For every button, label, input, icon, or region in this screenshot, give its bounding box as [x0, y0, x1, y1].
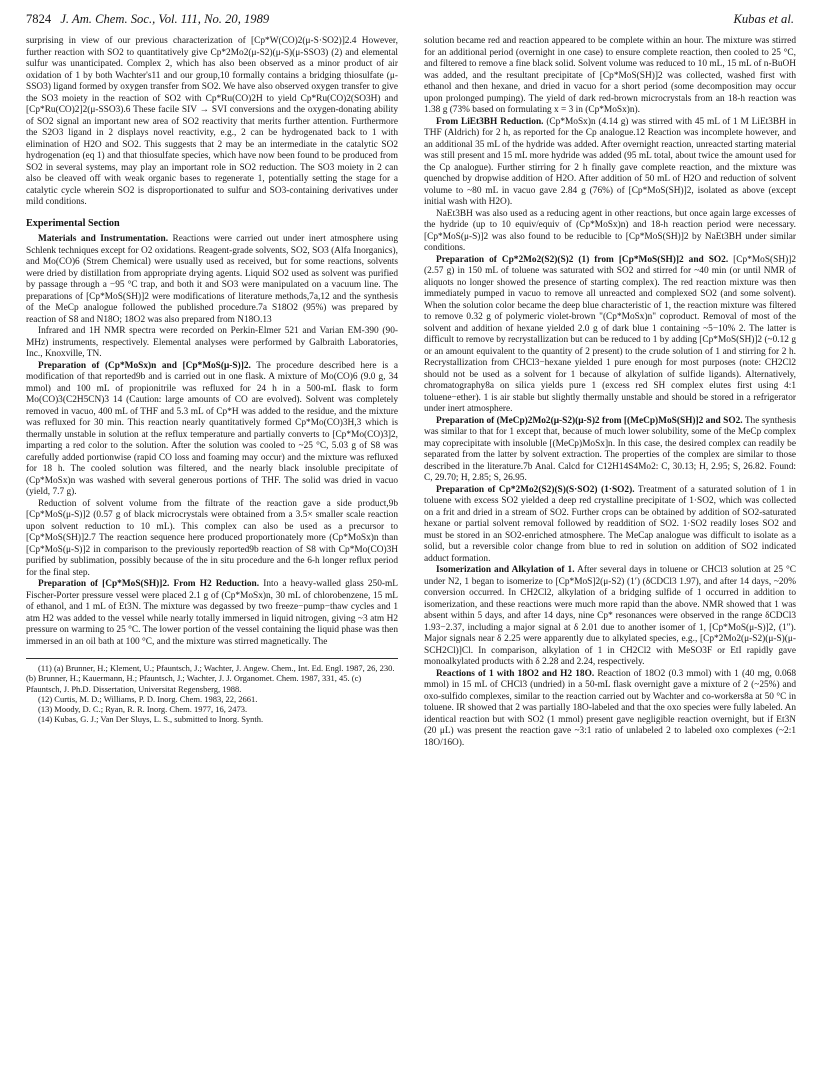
page-number: 7824 [26, 12, 52, 26]
prep2-title: Preparation of [Cp*MoS(SH)]2. From H2 Reduction. [38, 579, 260, 589]
prep3-paragraph [424, 255, 796, 416]
right-column [424, 36, 796, 749]
prep1-paragraph [26, 361, 398, 499]
intro-paragraph: surprising in view of our previous characterization of [Cp*W(CO)2(μ-S·SO2)]2.4 However, further reaction with SO2 to quantitatively give Cp*2Mo2(μ-S2)(μ-S)(μ-SSO3) (2) and elemental sulfur was unanticipated. Complex 2, which has also been observed as a minor product of air oxidation of 1 by both Wachter's11 and our group,10 formally contains a bridging thiosulfate (μ-SSO3) ligand formed by oxygen transfer from SO2. We have also observed oxygen transfer to give the SO3 moiety in the reaction of SO2 with Cp*Ru(CO)2H to yield Cp*Ru(CO)2(SO3H) and [Cp*Ru(CO)2]2(μ-SSO3).6 These facile SIV → SVI conversions and the oxygen-donating ability of SO2 signal an important new area of SO2 reactivity that merits further attention. Furthermore the S2O3 ligand in 2 displays novel reactivity, e.g., 2 can be hydrogenated back to 1 with elimination of H2O and SO2. This suggests that 2 may be an intermediate in the catalytic SO2 hydrogenation (eq 1) and that thiosulfate species, which have now been found to be produced from SO2 in several systems, may play an important role in SO2 reduction. The SO3 moiety in 2 can also be cleaved off with weak organic bases to regenerate 1, potentially setting the stage for a catalytic cycle wherein SO2 is disproportionated to sulfur and SO3-containing derivatives under mild conditions. [26, 36, 398, 207]
reactions-text: Reaction of 18O2 (0.3 mmol) with 1 (40 mg, 0.068 mmol) in 15 mL of CHCl3 (undried) in a 50-mL flask overnight gave a mixture of 2 (~25%) and oxo-sulfido complexes, similar to the reaction carried out by Wachter and co-workers8a at 50 °C in toluene. IR showed that 2 was partially 18O-labeled and that the oxo species were fully labeled. An identical reaction but with SO2 (1 mmol) present gave negligible reaction overnight, but if Et3N (20 μL) was present the reaction gave ~3:1 ratio of unlabeled 2 to labeled oxo complexes (~2:1 18O/16O). [424, 668, 796, 748]
prep1-text: The procedure described here is a modification of that reported9b and is carried out in one flask. A mixture of Mo(CO)6 (9.0 g, 34 mmol) and 100 mL of propionitrile was refluxed for 24 h in a 500-mL flask to form Mo(CO)3(C2H5CN)3 14 (Caution: large amounts of CO are evolved). Solvent was completely removed in vacuo, 400 mL of THF and 5.3 mL of Cp*H was added to the residue, and the mixture was refluxed for 30 min. This reaction nearly quantitatively formed Cp*Mo(CO)3H,3 which is thermally unstable in solution at the reflux temperature and partially converts to [Cp*Mo(CO)3]2, imparting a red color to the solution. After the solution was cooled to ~25 °C, 5.03 g of S8 was carefully added portionwise (rapid CO loss and foaming may occur) and the mixture was refluxed for 18 h. The cooled solution was filtered, and the nearly black insoluble precipitate of (Cp*MoSx)n was washed with several generous portions of THF. The solid was dried in vacuo (yield, 7.7 g). [26, 360, 398, 497]
liet3bh-title: From LiEt3BH Reduction. [436, 116, 544, 127]
materials-paragraph [26, 234, 398, 326]
liet3bh-text: (Cp*MoSx)n (4.14 g) was stirred with 45 mL of 1 M LiEt3BH in THF (Aldrich) for 2 h, as reported for the Cp analogue.12 Reaction was incomplete however, and an additional 35 mL of the hydride was added. After overnight reaction, unreacted starting material was still present and 15 mL more hydride was added (95 mL total, about twice the amount used for the Cp analogue). Further stirring for 2 h finally gave complete reaction, and the mixture was quenched by dropwise addition of H2O. After addition of 50 mL of H2O and reduction of solvent volume to ~80 mL in vacuo gave 2.84 g (76%) of [Cp*MoS(SH)]2, isolated as above (except initial wash with H2O). [424, 116, 796, 207]
materials-title: Materials and Instrumentation. [38, 234, 169, 244]
isomerization-paragraph [424, 565, 796, 669]
continuation-paragraph: solution became red and reaction appeared to be complete within an hour. The mixture was stirred for an additional period (overnight in one case) to ensure complete reaction, then cooled to 25 °C, and filtered to remove a fine black solid. Solvent volume was reduced to 10 mL, 15 mL of n-BuOH was added, and the resultant precipitate of [Cp*MoS(SH)]2 was collected, washed first with ethanol and then hexane, and dried in vacuo for a short period (some decomposition may occur upon prolonged pumping). The yield of dark red-brown microcrystals from an 18-h reaction was 1.38 g (73% based on formulating x = 3 in (Cp*MoSx)n). [424, 36, 796, 115]
footnote-13: (13) Moody, D. C.; Ryan, R. R. Inorg. Chem. 1977, 16, 2473. [38, 704, 248, 715]
prep3-text: [Cp*MoS(SH)]2 (2.57 g) in 150 mL of toluene was saturated with SO2 and stirred for ~40 min (or until NMR of aliquots no longer showed the presence of starting complex). The red reaction mixture was then immediately pumped in vacuo to remove all unreacted and complexed SO2 (and some solvent). When the solution color became the deep blue characteristic of 1, the reaction mixture was filtered to remove 0.32 g of polymeric violet-brown "(Cp*MoSx)n" coproduct. Removal of most of the solvent and addition of hexane yielded 2.0 g of dark blue 1 containing ~5−10% 2. The latter is difficult to remove by recrystallization but can be reduced to 1 by adding [Cp*MoS(SH)]2 (~0.12 g or an amount equivalent to the quantity of 2 present) to the crude solution of 1 and stirring for 2 h. Recrystallization from CHCl3−hexane yielded 1 pure enough for most purposes (note: CH2Cl2 should not be used as a solvent for 1 because of alkylation of sulfide ligands). Alternatively, chromatography8a on silica yields pure 1 (excess red SH complex elutes first using 4:1 toluene−ether). 1 is air stable but slightly thermally unstable and should be stored in a refrigerator under inert atmosphere. [424, 254, 796, 414]
prep1-title: Preparation of (Cp*MoSx)n and [Cp*MoS(μ-S)]2. [38, 360, 251, 371]
reactions-title: Reactions of 1 with 18O2 and H2 18O. [436, 668, 595, 679]
prep5-text: Treatment of a saturated solution of 1 in toluene with excess SO2 yielded a deep red crystalline precipitate of 1·SO2, which was collected on a frit and dried in a stream of SO2. Further crops can be obtained by addition of SO2-saturated hexane or partial solvent removal followed by readdition of SO2. 1·SO2 readily loses SO2 and must be stored in an SO2-enriched atmosphere. The MeCap analogue was difficult to isolate as a solid, but a reversible color change from blue to red in solution on addition of SO2 indicated adduct formation. [424, 484, 796, 564]
prep3-title: Preparation of Cp*2Mo2(S2)(S)2 (1) from [Cp*MoS(SH)]2 and SO2. [436, 254, 729, 265]
section-heading: Experimental Section [26, 217, 120, 229]
footnote-14: (14) Kubas, G. J.; Van Der Sluys, L. S., submitted to Inorg. Synth. [38, 714, 264, 725]
running-head [26, 12, 794, 34]
prep5-title: Preparation of Cp*2Mo2(S2)(S)(S·SO2) (1·SO2). [436, 484, 635, 495]
footnote-12: (12) Curtis, M. D.; Williams, P. D. Inorg. Chem. 1983, 22, 2661. [38, 693, 258, 704]
reduction-paragraph: Reduction of solvent volume from the filtrate of the reaction gave a side product,9b [Cp*MoS(μ-S)]2 (0.57 g of black microcrystals were obtained from a 3.5× smaller scale reaction upon solvent reduction to 10 mL). This complex can also be used as a precursor to [Cp*MoS(SH)]2.7 The reaction sequence here produced proportionately more (Cp*MoSx)n than [Cp*MoS(μ-S)]2 in comparison to the previously reported9b reaction of S8 with Cp*Mo(CO)3H purified by sublimation, possibly because of the in situ procedure and the 6-h longer reflux period for the final step. [26, 498, 398, 578]
naet3bh-paragraph: NaEt3BH was also used as a reducing agent in other reactions, but once again large excesses of the hydride (up to 10 equiv/equiv of (Cp*MoSx)n) and 18-h reaction period were necessary. [Cp*MoS(μ-S)]2 was also found to be reducible to [Cp*MoS(SH)]2 by NaEt3BH under similar conditions. [424, 208, 796, 253]
running-head-left [26, 12, 275, 27]
isomerization-title: Isomerization and Alkylation of 1. [436, 565, 575, 575]
prep4-paragraph [424, 416, 796, 485]
prep4-title: Preparation of (MeCp)2Mo2(μ-S2)(μ-S)2 from [(MeCp)MoS(SH)]2 and SO2. [436, 415, 743, 426]
prep2-paragraph [26, 579, 398, 648]
prep5-paragraph [424, 485, 796, 566]
liet3bh-paragraph [424, 117, 796, 209]
materials-text: Reactions were carried out under inert atmosphere using Schlenk techniques except for O2 oxidations. Reagent-grade solvents, SO2, SO3 (Alfa Inorganics), and Mo(CO)6 (Strem Chemical) were usually used as received, but for some reactions, solvents were dried by distillation from appropriate drying agents. Liquid SO2 used as solvent was purified by passage through a −95 °C trap, and both it and SO3 were manipulated on a vacuum line. The preparations of [Cp*MoS(SH)]2 were modifications of literature methods,7a,12 and the synthesis of the MeCp analogue followed the published procedure.7a S18O2 (95%) was prepared by reaction of S8 and N18O; 18O2 was also prepared from N18O.13 [26, 234, 398, 325]
left-column [26, 36, 398, 725]
running-head-authors: Kubas et al. [733, 12, 794, 26]
nmr-paragraph: Infrared and 1H NMR spectra were recorded on Perkin-Elmer 521 and Varian EM-390 (90-MHz) instruments, respectively. Elemental analyses were performed by Galbraith Laboratories, Inc., Knoxville, TN. [26, 326, 398, 359]
footnotes [26, 658, 398, 725]
prep2-text: Into a heavy-walled glass 250-mL Fischer-Porter pressure vessel were placed 2.1 g of (Cp*MoSx)n, 30 mL of chlorobenzene, 15 mL of ethanol, and 1 mL of Et3N. The mixture was degassed by two freeze−pump−thaw cycles and 1 atm H2 was added to the vessel while nearly totally immersed in liquid nitrogen, giving ~3 atm H2 pressure on warming to 25 °C. The lower portion of the vessel containing the liquid phase was then immersed in an oil bath at 100 °C, and the mixture was stirred magnetically. The [26, 579, 398, 647]
isomerization-text: After several days in toluene or CHCl3 solution at 25 °C under N2, 1 began to isomerize to [Cp*MoS]2(μ-S2) (1′) (δCDCl3 1.97), and after 14 days, ~20% conversion occurred. In CH2Cl2, alkylation of a bridging sulfide of 1 occurred in addition to isomerization, and these reactions were much more rapid than the above. NMR showed that 1 was absent within 5 days, and after 14 days, nine Cp* resonances were observed in the range δCDCl3 1.93−2.37, including a major signal at δ 2.01 due to another isomer of 1, [Cp*MoS(μ-S)]2, (1″). Major signals near δ 2.25 were apparently due to alkylated species, e.g., [Cp*2Mo2(μ-S2)(μ-S)(μ-SCH2Cl)]Cl. In comparison, alkylation of 1 in CH2Cl2 with MeSO3F or EtI rapidly gave monoalkylated products with δ 2.28 and 2.24, respectively. [424, 565, 796, 667]
journal-citation: J. Am. Chem. Soc., Vol. 111, No. 20, 1989 [60, 12, 270, 26]
reactions-paragraph [424, 669, 796, 750]
prep4-text: The synthesis was similar to that for 1 except that, because of much lower solubility, some of the MeCp complex may coprecipitate with insoluble [(MeCp)MoSx]n. In this case, the desired complex can readily be separated from the latter by solvent extraction. The properties of the complex are similar to those described in the literature.7b Anal. Calcd for C12H14S4Mo2: C, 30.13; H, 2.95; S, 26.82. Found: C, 29.70; H, 2.85; S, 26.95. [424, 415, 796, 483]
footnote-11: (11) (a) Brunner, H.; Klement, U.; Pfauntsch, J.; Wachter, J. Angew. Chem., Int. Ed. Engl. 1987, 26, 230. (b) Brunner, H.; Kauermann, H.; Pfauntsch, J.; Wachter, J. J. Organomet. Chem. 1987, 331, 45. (c) Pfauntsch, J. Ph.D. Dissertation, Universitat Regensberg, 1988. [26, 663, 395, 694]
